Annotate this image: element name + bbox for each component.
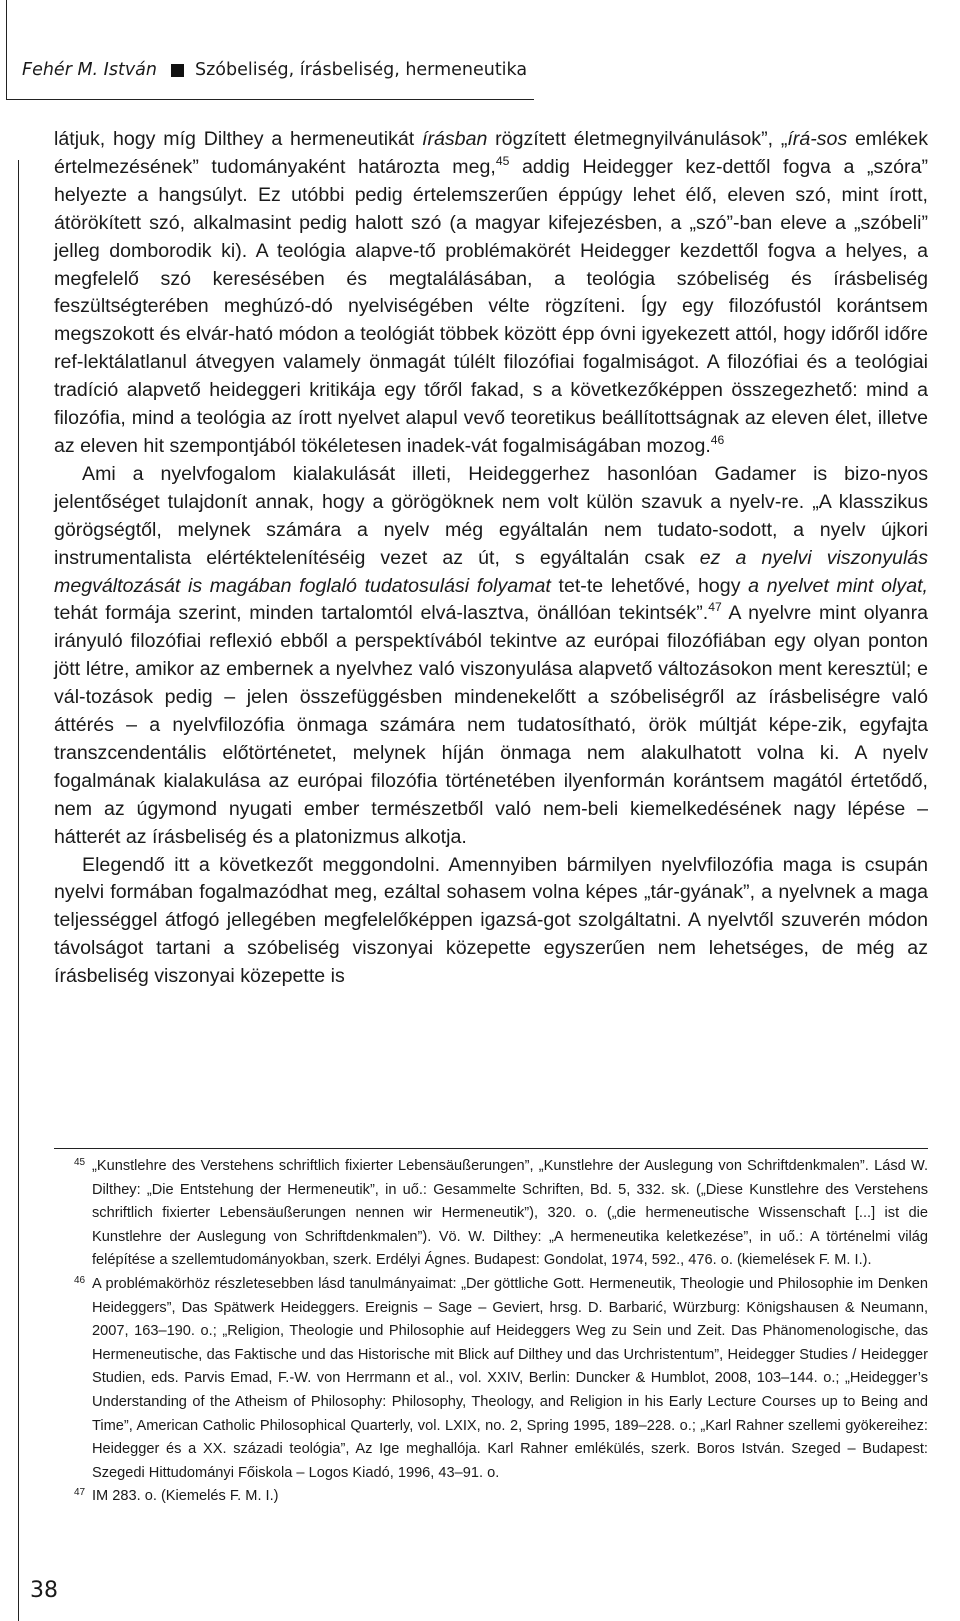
footnote-separator [54,1148,928,1149]
running-head [22,60,527,80]
text-run: Elegendő itt a következőt meggondolni. Amennyiben bármilyen nyelvfilozófia maga is csupán nyelvi formában fogalmazódhat meg, ezáltal sohasem volna képes „tár-gyának”, a nyelvnek a maga teljességgel átfogó jellegében megfelelőképpen igazsá-got szolgáltatni. A nyelvtől szuverén módon távolságot tartani a szóbeliség viszonyai közepette egyszerűen nem lehetséges, de még az írásbeliség viszonyai közepette is [54,853,928,988]
text-run: addig Heidegger kez-dettől fogva a „szóra” helyezte a hangsúlyt. Ez utóbbi pedig értelemszerűen éppúgy lehet élő, eleven szó, mint írott, átörökített szó, alkalmasint pedig halott szó (a magyar kifejezésben, a „szó”-ban eleve a „szóbeli” jelleg domborodik ki). A teológia alapve-tő problémakörét Heidegger kezdettől fogva a helyes, a megfelelő szó keresésében és megtalálásában, a teológia szóbeliség és írásbeliség feszültségterében meghúzó-dó nyelviségében vélte rögzíteni. Így egy filozófustól korántsem megszokott és elvár-ható módon a teológiát többek között épp óvni igyekezett attól, hogy időről időre ref-lektálatlanul átvegyen valamely önmagát túlélt filozófiai fogalmiságot. A filozófiai és a teológiai tradíció alapvető heideggeri kritikája egy tőről fakad, s a következőképpen összegezhető: mind a filozófia, mind a teológia az írott nyelvet alapul vevő teoretikus beállítottságnak az eleven élet, illetve az eleven hit szempontjából tökéletesen inadek-vát fogalmiságában mozog. [54,155,928,457]
italic-text: írásban [422,128,488,150]
footnote-ref: 46 [710,432,725,447]
paragraph-1 [54,126,928,461]
page-number: 38 [30,1578,58,1603]
footnote-45 [74,1155,928,1273]
header-frame-bottom-rule [6,99,534,100]
footnotes [74,1155,928,1509]
paragraph-3 [54,852,928,992]
footnote-ref: 45 [495,153,510,168]
footnote-text: „Kunstlehre des Verstehens schriftlich fixierter Lebensäußerungen”, „Kunstlehre der Auslegung von Schriftdenkmalen”. Lásd W. Dilthey: „Die Entstehung der Hermeneutik”, in uő.: Gesammelte Schriften, Bd. 5, 332. sk. („Diese Kunstlehre des Verstehens schriftlich fixierter Lebensäußerungen nennen wir Hermeneutik”), 320. o. („die hermeneutische Wissenschaft [...] ist die Kunstlehre der Auslegung von Schriftdenkmalen”). Vö. W. Dilthey: „A hermeneutika keletkezése”, in uő.: A történelmi világ felépítése a szellemtudományokban, szerk. Erdélyi Ágnes. Budapest: Gondolat, 1974, 592., 476. o. (kiemelések F. M. I.). [92,1158,928,1269]
footnote-number: 47 [74,1487,86,1499]
footnote-text: IM 283. o. (Kiemelés F. M. I.) [92,1488,279,1505]
footnote-ref: 47 [708,600,722,615]
margin-rule [18,160,19,1621]
text-run: látjuk, hogy míg Dilthey a hermeneutikát [54,128,423,150]
running-head-title: Szóbeliség, írásbeliség, hermeneutika [194,60,528,80]
text-run: emlékek értelmezésének” tudományaként határozta meg, [54,128,928,178]
body-text [54,126,928,991]
italic-text: ez a nyelvi viszonyulás megváltozását is magában foglaló tudatosulási folyamat [54,546,929,597]
italic-text: írá-sos [787,128,848,150]
footnote-number: 46 [74,1274,86,1286]
text-run: tehát formája szerint, minden tartalomtól elvá-lasztva, önállóan tekintsék”. [54,602,709,625]
footnote-text: A problémakörhöz részletesebben lásd tanulmányaimat: „Der göttliche Gott. Hermeneutik, Theologie und Philosophie im Denken Heideggers”, Das Spätwerk Heideggers. Ereignis – Sage – Geviert, hrsg. D. Barbarić, Würzburg: Königshausen & Neumann, 2007, 163–190. o.; „Religion, Theologie und Philosophie auf Heideggers Weg zu Sein und Zeit. Das Phänomenologische, das Hermeneutische, das Faktische und das Historische mit Blick auf Dilthey und das Urchristentum”, Heidegger Studies / Heidegger Studien, eds. Parvis Emad, F.-W. von Herrmann et al., vol. XXIV, Berlin: Duncker & Humblot, 2008, 103–144. o.; „Heidegger’s Understanding of the Atheism of Philosophy: Philosophy, Theology, and Religion in his Early Lecture Courses up to Being and Time”, American Catholic Philosophical Quarterly, vol. LXIX, no. 2, Spring 1995, 189–228. o.; „Karl Rahner szellemi gyökereihez: Heidegger és a XX. századi teológia”, Az Ige meghallója. Karl Rahner emlékülés, szerk. Boros István. Szeged – Budapest: Szegedi Hittudományi Főiskola – Logos Kiadó, 1996, 43–91. o. [92,1275,928,1481]
text-run: Ami a nyelvfogalom kialakulását illeti, Heideggerhez hasonlóan Gadamer is bizo-nyos jelentőséget tulajdonít annak, hogy a görögöknek nem volt külön szavuk a nyelv-re. „A klasszikus görögségtől, melynek számára a nyelv még egyáltalán nem tudato-sodott, a nyelv újkori instrumentalista elértéktelenítéséig vezet az út, s egyáltalán csak [54,462,928,569]
square-bullet-icon [171,64,184,77]
text-run: rögzített életmegnyilvánulások”, „ [487,128,788,150]
footnote-47 [74,1485,928,1509]
paragraph-2 [54,461,928,852]
text-run: tet-te lehetővé, hogy [550,574,749,597]
header-frame-left-rule [6,0,7,100]
running-head-author: Fehér M. István [22,60,157,80]
footnote-46 [74,1273,928,1485]
text-run: A nyelvre mint olyanra irányuló filozófiai reflexió ebből a perspektívából tekintve az európai filozófiában egy olyan ponton jött létre, amikor az embernek a nyelvhez való viszonyulása alapvető változásokon ment keresztül; e vál-tozások pedig – jelen összefüggésben mindenekelőtt a szóbeliségről az írásbeliségre való áttérés – a nyelvfilozófia önmaga számára nem tudatosítható, örök múltját képe-zik, egyfajta transzcendentális előtörténetet, melynek híján önmaga nem alakulhatott volna ki. A nyelv fogalmának kialakulása az európai filozófia történetében ilyenformán korántsem magától értetődő, nem az úgymond nyugati ember természetből való nem-beli kiemelkedésének nagy lépése – hátterét az írásbeliség és a platonizmus alkotja. [54,602,928,848]
italic-text: a nyelvet mint olyat, [748,574,928,597]
footnote-number: 45 [74,1157,86,1168]
